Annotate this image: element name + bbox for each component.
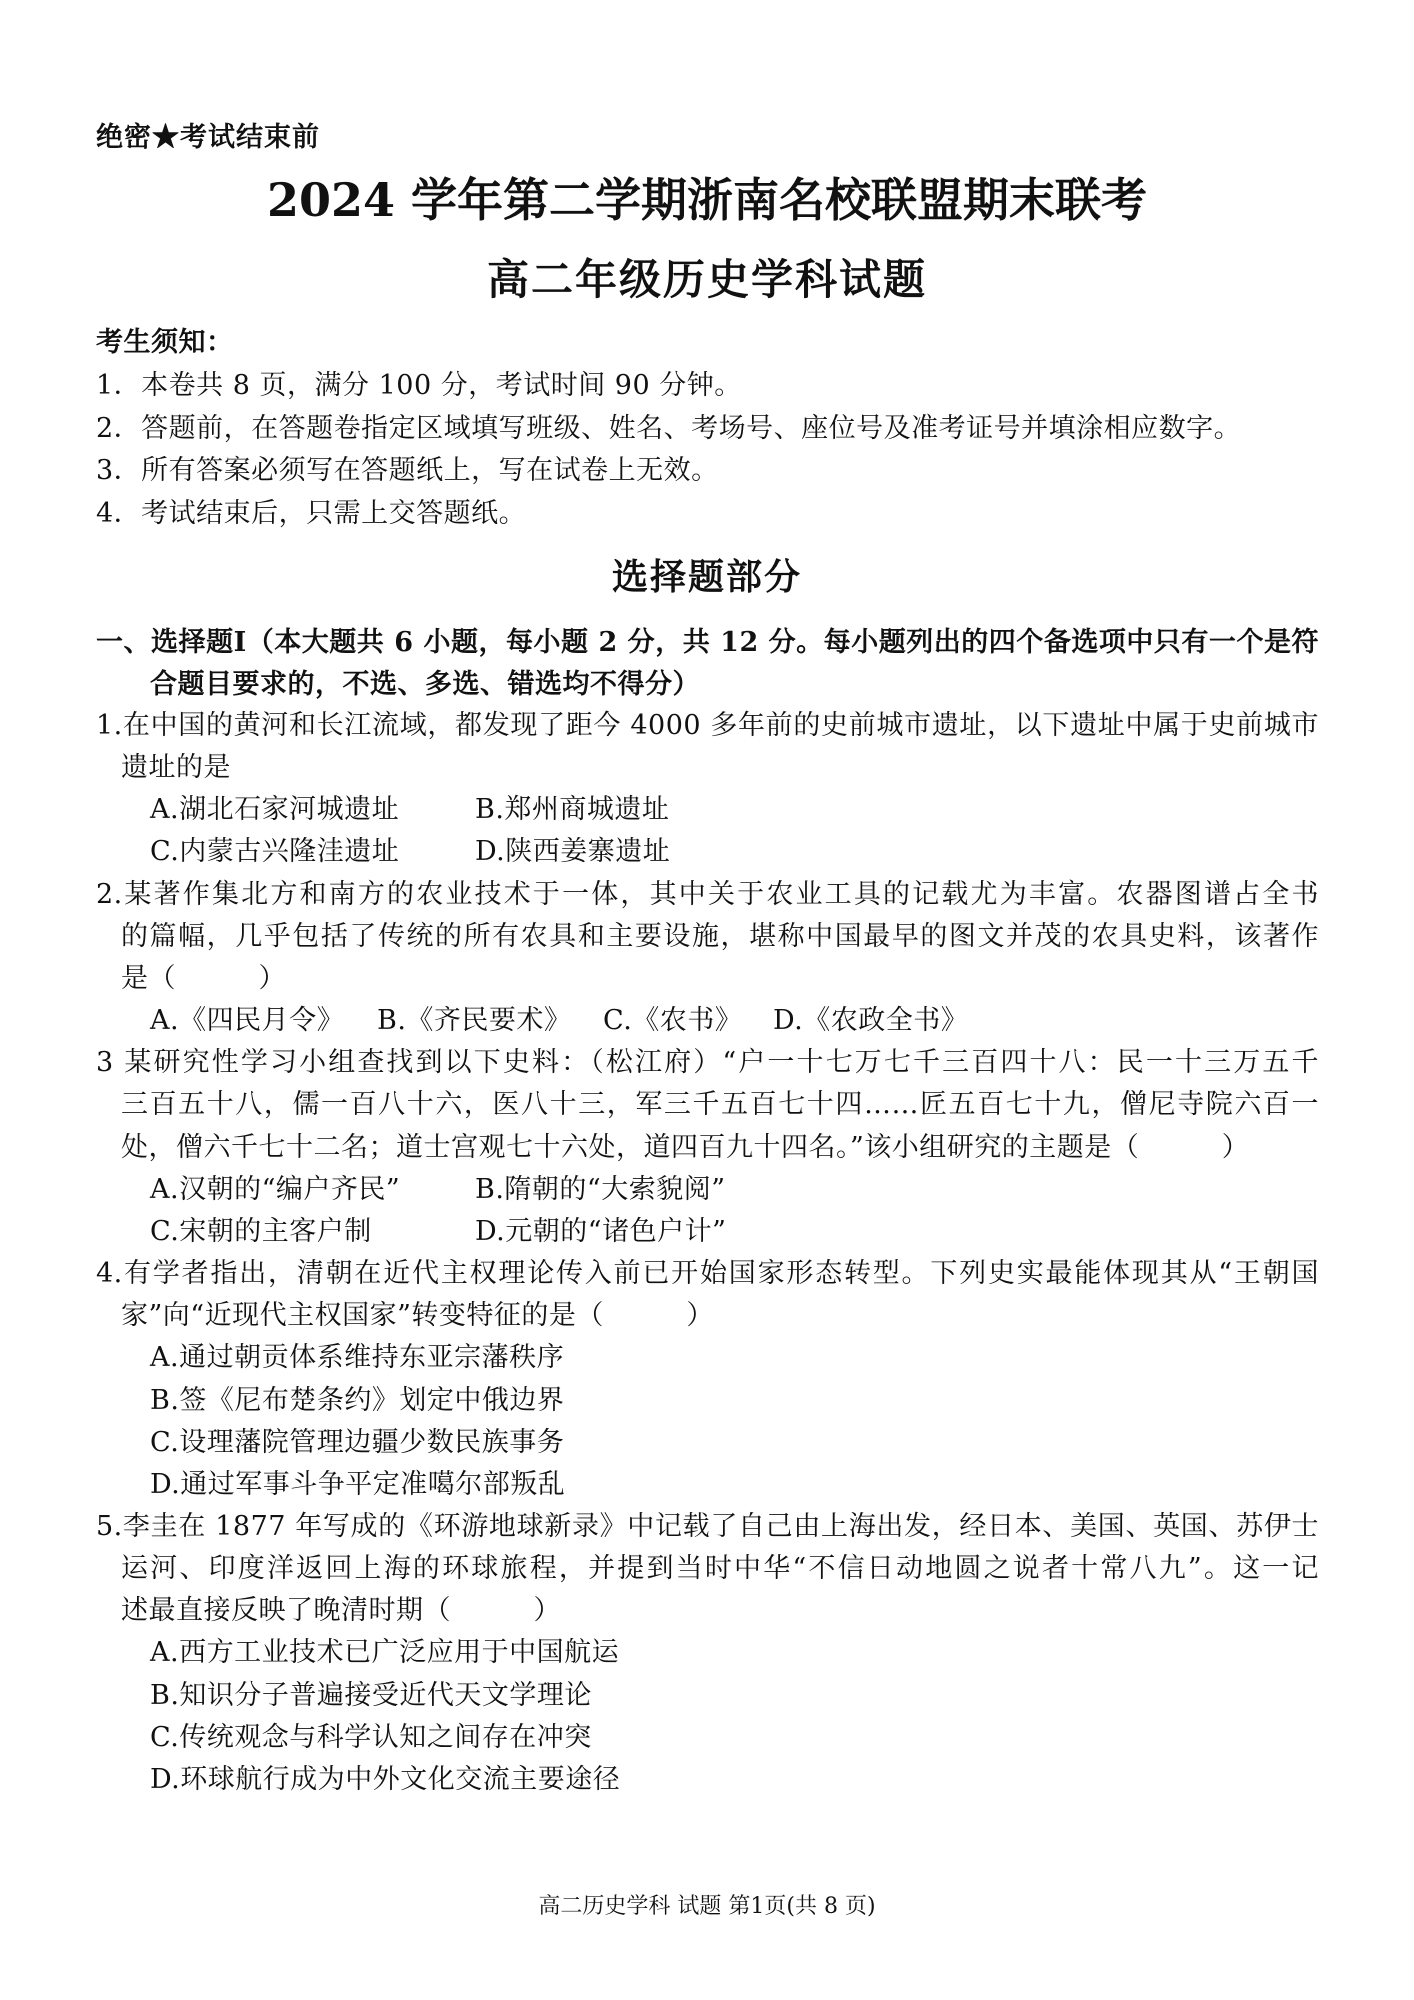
option-b: B.知识分子普遍接受近代天文学理论: [150, 1679, 592, 1711]
question-stem-line: 2.某著作集北方和南方的农业技术于一体，其中关于农业工具的记载尤为丰富。农器图谱占全书: [96, 878, 1319, 910]
option-a: A.湖北石家河城遗址: [150, 794, 400, 826]
section-instruction-line: 合题目要求的，不选、多选、错选均不得分）: [150, 668, 700, 700]
question-stem-line: 家”向“近现代主权国家”转变特征的是（ ）: [121, 1300, 714, 1332]
question-list: [0, 705, 1414, 1801]
option-row: [0, 1211, 1414, 1253]
section-title: 选择题部分: [611, 556, 802, 598]
question-stem-line: 述最直接反映了晚清时期（ ）: [121, 1595, 561, 1627]
option-a: A.通过朝贡体系维持东亚宗藩秩序: [150, 1342, 565, 1374]
exam-title: 2024 学年第二学期浙南名校联盟期末联考: [266, 173, 1148, 227]
notice-item: 4．考试结束后，只需上交答题纸。: [96, 498, 527, 529]
question-stem-line: 三百五十八，儒一百八十六，医八十三，军三千五百七十四……匠五百七十九，僧尼寺院六百一: [121, 1089, 1319, 1121]
question-stem-line: 3 某研究性学习小组查找到以下史料：（松江府）“户一十七万七千三百四十八：民一十三万五千: [96, 1047, 1319, 1079]
option-b: B.签《尼布楚条约》划定中俄边界: [150, 1384, 565, 1416]
confidential-mark: 绝密★考试结束前: [96, 122, 320, 153]
option-c: C.《农书》: [603, 1005, 743, 1037]
option-b: B.隋朝的“大索貌阅”: [475, 1173, 726, 1205]
page-footer: 高二历史学科 试题 第1页(共 8 页): [538, 1894, 876, 1919]
question-stem-line: 是（ ）: [121, 962, 286, 994]
question-4: [0, 1253, 1414, 1506]
option-a: A.西方工业技术已广泛应用于中国航运: [150, 1637, 620, 1669]
option-c: C.内蒙古兴隆洼遗址: [150, 836, 400, 868]
section-instruction: [0, 622, 1414, 705]
question-stem-line: 4.有学者指出，清朝在近代主权理论传入前已开始国家形态转型。下列史实最能体现其从“王朝国: [96, 1258, 1319, 1290]
option-d: D.元朝的“诸色户计”: [475, 1215, 727, 1247]
question-1: [0, 705, 1414, 874]
option-a: A.《四民月令》: [150, 1005, 345, 1037]
option-c: C.宋朝的主客户制: [150, 1215, 372, 1247]
question-5: [0, 1506, 1414, 1801]
option-d: D.通过军事斗争平定准噶尔部叛乱: [150, 1468, 566, 1500]
notice-item: 2．答题前，在答题卷指定区域填写班级、姓名、考场号、座位号及准考证号并填涂相应数字。: [96, 412, 1242, 444]
option-c: C.设理藩院管理边疆少数民族事务: [150, 1426, 565, 1458]
option-d: D.环球航行成为中外文化交流主要途径: [150, 1763, 621, 1795]
option-row: [0, 831, 1414, 873]
question-stem-line: 处，僧六千七十二名；道士宫观七十六处，道四百九十四名。”该小组研究的主题是（ ）: [121, 1131, 1250, 1163]
notice-item: 3．所有答案必须写在答题纸上，写在试卷上无效。: [96, 455, 719, 487]
question-stem-line: 5.李圭在 1877 年写成的《环游地球新录》中记载了自己由上海出发，经日本、美国、英国、苏伊士: [96, 1510, 1319, 1542]
option-row: [0, 1000, 1414, 1042]
option-b: B.郑州商城遗址: [475, 794, 670, 826]
question-2: [0, 874, 1414, 1043]
candidate-notice: [0, 322, 1414, 536]
option-d: D.《农政全书》: [773, 1005, 969, 1037]
option-d: D.陕西姜寨遗址: [475, 836, 671, 868]
option-row: [0, 1169, 1414, 1211]
notice-heading: 考生须知：: [96, 327, 234, 358]
question-stem-line: 遗址的是: [121, 752, 231, 784]
option-a: A.汉朝的“编户齐民”: [150, 1173, 401, 1205]
section-instruction-line: 一、选择题Ⅰ（本大题共 6 小题，每小题 2 分，共 12 分。每小题列出的四个备选项中只有一个是符: [96, 627, 1319, 658]
option-b: B.《齐民要术》: [377, 1005, 572, 1037]
question-3: [0, 1042, 1414, 1253]
notice-item: 1．本卷共 8 页，满分 100 分，考试时间 90 分钟。: [96, 369, 742, 401]
question-stem-line: 的篇幅，几乎包括了传统的所有农具和主要设施，堪称中国最早的图文并茂的农具史料，该著作: [121, 920, 1319, 952]
question-stem-line: 1.在中国的黄河和长江流域，都发现了距今 4000 多年前的史前城市遗址，以下遗址中属于史前城市: [96, 710, 1319, 741]
option-row: [0, 789, 1414, 831]
option-c: C.传统观念与科学认知之间存在冲突: [150, 1721, 592, 1753]
question-stem-line: 运河、印度洋返回上海的环球旅程，并提到当时中华“不信日动地圆之说者十常八九”。这一记: [121, 1553, 1319, 1585]
exam-subtitle: 高二年级历史学科试题: [486, 255, 927, 304]
